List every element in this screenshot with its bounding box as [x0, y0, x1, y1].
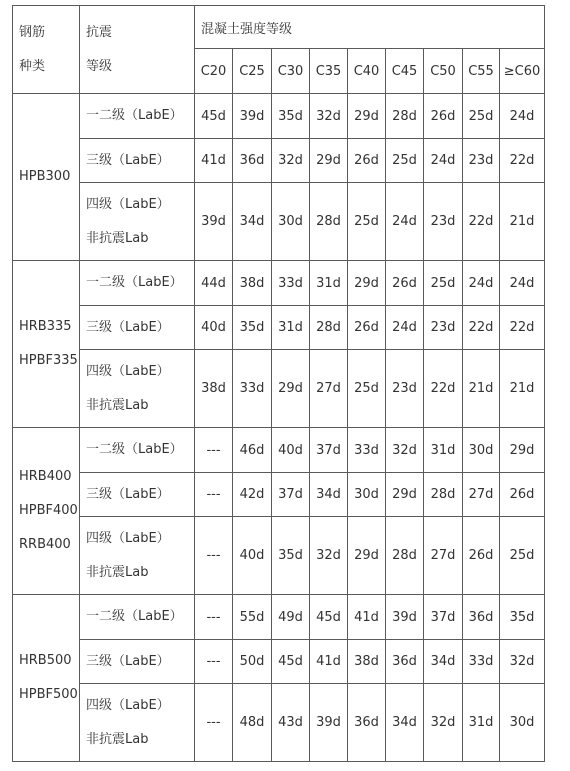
anchorage-value-cell: 26d: [348, 306, 386, 350]
seismic-level-label: 四级（LabE）: [86, 363, 170, 379]
anchorage-value-cell: 29d: [348, 517, 386, 595]
grade-header-cell: C50: [424, 49, 463, 94]
seismic-level-label: 非抗震Lab: [86, 397, 149, 413]
anchorage-value-cell: 34d: [233, 183, 272, 261]
anchorage-value-cell: 41d: [348, 595, 386, 640]
table-body: [13, 6, 545, 762]
anchorage-value-cell: 25d: [386, 139, 424, 183]
seismic-level-cell: [80, 350, 195, 428]
anchorage-value-cell: 28d: [310, 306, 348, 350]
anchorage-value-cell: 32d: [272, 139, 310, 183]
anchorage-value-cell: 43d: [272, 684, 310, 762]
anchorage-value-cell: 21d: [500, 350, 545, 428]
table-row: [13, 428, 545, 473]
anchorage-value-cell: 44d: [195, 261, 233, 306]
anchorage-value-cell: 40d: [233, 517, 272, 595]
anchorage-value-cell: 23d: [424, 183, 463, 261]
table-row: [13, 684, 545, 762]
anchorage-value-cell: 34d: [310, 473, 348, 517]
anchorage-value-cell: 30d: [500, 684, 545, 762]
anchorage-value-cell: 26d: [463, 517, 500, 595]
anchorage-value-cell: ---: [195, 517, 233, 595]
seismic-level-label: 三级（LabE）: [86, 319, 170, 335]
grade-header-cell: C40: [348, 49, 386, 94]
anchorage-value-cell: 35d: [272, 517, 310, 595]
table-row: [13, 306, 545, 350]
seismic-level-label: 一二级（LabE）: [86, 442, 183, 457]
anchorage-value-cell: 32d: [310, 517, 348, 595]
anchorage-value-cell: 24d: [386, 183, 424, 261]
anchorage-value-cell: 21d: [463, 350, 500, 428]
table-row: [13, 350, 545, 428]
anchorage-value-cell: 31d: [463, 684, 500, 762]
anchorage-value-cell: 50d: [233, 640, 272, 684]
steel-type-cell: [13, 595, 80, 762]
anchorage-value-cell: 37d: [424, 595, 463, 640]
anchorage-value-cell: 28d: [424, 473, 463, 517]
anchorage-value-cell: ---: [195, 595, 233, 640]
steel-type-label: HPBF500: [19, 687, 78, 702]
seismic-level-label: 四级（LabE）: [86, 697, 170, 713]
anchorage-value-cell: 29d: [272, 350, 310, 428]
anchorage-value-cell: 46d: [233, 428, 272, 473]
anchorage-value-cell: 25d: [348, 350, 386, 428]
anchorage-value-cell: ---: [195, 473, 233, 517]
header-concrete-grade: 混凝土强度等级: [195, 6, 545, 49]
steel-type-cell: [13, 261, 80, 428]
header-seismic-line2: 等级: [86, 58, 113, 74]
steel-type-label: HRB500: [19, 653, 72, 668]
anchorage-value-cell: 36d: [348, 684, 386, 762]
anchorage-value-cell: 45d: [310, 595, 348, 640]
anchorage-value-cell: 34d: [386, 684, 424, 762]
anchorage-value-cell: 40d: [272, 428, 310, 473]
seismic-level-label: 一二级（LabE）: [86, 609, 183, 624]
anchorage-value-cell: 48d: [233, 684, 272, 762]
anchorage-value-cell: 27d: [463, 473, 500, 517]
anchorage-value-cell: 39d: [310, 684, 348, 762]
anchorage-value-cell: ---: [195, 684, 233, 762]
anchorage-value-cell: 28d: [386, 517, 424, 595]
anchorage-value-cell: 26d: [500, 473, 545, 517]
header-steel-type-line2: 种类: [19, 58, 46, 74]
anchorage-value-cell: 36d: [386, 640, 424, 684]
seismic-level-label: 一二级（LabE）: [86, 108, 183, 123]
seismic-level-label: 非抗震Lab: [86, 230, 149, 246]
seismic-level-label: 三级（LabE）: [86, 152, 170, 168]
anchorage-value-cell: 22d: [500, 306, 545, 350]
steel-type-label: HPB300: [19, 169, 71, 184]
anchorage-value-cell: 29d: [500, 428, 545, 473]
anchorage-value-cell: 38d: [348, 640, 386, 684]
anchorage-value-cell: 55d: [233, 595, 272, 640]
anchorage-value-cell: 21d: [500, 183, 545, 261]
seismic-level-cell: [80, 261, 195, 306]
anchorage-value-cell: 29d: [386, 473, 424, 517]
anchorage-value-cell: 37d: [272, 473, 310, 517]
anchorage-value-cell: 24d: [500, 261, 545, 306]
anchorage-value-cell: 39d: [195, 183, 233, 261]
anchorage-value-cell: 25d: [348, 183, 386, 261]
steel-type-label: HPBF400: [19, 503, 78, 518]
grade-header-cell: C20: [195, 49, 233, 94]
steel-type-cell: [13, 428, 80, 595]
header-row-1: [13, 6, 545, 49]
seismic-level-cell: [80, 640, 195, 684]
header-seismic-level: [80, 6, 195, 94]
anchorage-value-cell: 35d: [500, 595, 545, 640]
table-row: [13, 517, 545, 595]
anchorage-value-cell: 34d: [424, 640, 463, 684]
anchorage-value-cell: 27d: [424, 517, 463, 595]
seismic-level-cell: [80, 183, 195, 261]
anchorage-value-cell: 32d: [386, 428, 424, 473]
seismic-level-label: 四级（LabE）: [86, 530, 170, 546]
grade-header-cell: C35: [310, 49, 348, 94]
anchorage-value-cell: 24d: [500, 94, 545, 139]
seismic-level-cell: [80, 306, 195, 350]
anchorage-value-cell: 41d: [310, 640, 348, 684]
grade-header-cell: C30: [272, 49, 310, 94]
anchorage-value-cell: 30d: [272, 183, 310, 261]
anchorage-value-cell: 32d: [310, 94, 348, 139]
anchorage-value-cell: 35d: [272, 94, 310, 139]
anchorage-length-table: [12, 5, 545, 762]
grade-header-cell: C55: [463, 49, 500, 94]
anchorage-value-cell: 45d: [272, 640, 310, 684]
anchorage-value-cell: 23d: [463, 139, 500, 183]
anchorage-value-cell: 27d: [310, 350, 348, 428]
anchorage-value-cell: 42d: [233, 473, 272, 517]
anchorage-value-cell: 39d: [233, 94, 272, 139]
anchorage-value-cell: 22d: [500, 139, 545, 183]
anchorage-value-cell: 29d: [348, 94, 386, 139]
anchorage-value-cell: 33d: [233, 350, 272, 428]
anchorage-value-cell: 33d: [463, 640, 500, 684]
anchorage-value-cell: 32d: [424, 684, 463, 762]
seismic-level-cell: [80, 473, 195, 517]
anchorage-value-cell: 22d: [424, 350, 463, 428]
anchorage-value-cell: 38d: [195, 350, 233, 428]
anchorage-value-cell: 39d: [386, 595, 424, 640]
anchorage-value-cell: 26d: [386, 261, 424, 306]
anchorage-value-cell: ---: [195, 428, 233, 473]
seismic-level-label: 非抗震Lab: [86, 564, 149, 580]
anchorage-value-cell: 25d: [424, 261, 463, 306]
anchorage-value-cell: 23d: [424, 306, 463, 350]
seismic-level-label: 三级（LabE）: [86, 486, 170, 502]
seismic-level-label: 一二级（LabE）: [86, 275, 183, 290]
table-row: [13, 473, 545, 517]
anchorage-value-cell: 26d: [348, 139, 386, 183]
table-row: [13, 183, 545, 261]
anchorage-value-cell: 22d: [463, 183, 500, 261]
steel-type-label: HRB400: [19, 469, 72, 484]
anchorage-value-cell: 40d: [195, 306, 233, 350]
seismic-level-label: 四级（LabE）: [86, 196, 170, 212]
anchorage-value-cell: 31d: [424, 428, 463, 473]
grade-header-cell: C25: [233, 49, 272, 94]
steel-type-label: HPBF335: [19, 353, 78, 368]
anchorage-value-cell: 23d: [386, 350, 424, 428]
table-row: [13, 640, 545, 684]
header-steel-type: [13, 6, 80, 94]
anchorage-value-cell: 35d: [233, 306, 272, 350]
table-row: [13, 261, 545, 306]
anchorage-value-cell: ---: [195, 640, 233, 684]
anchorage-value-cell: 24d: [386, 306, 424, 350]
anchorage-value-cell: 24d: [463, 261, 500, 306]
anchorage-value-cell: 28d: [386, 94, 424, 139]
anchorage-value-cell: 32d: [500, 640, 545, 684]
anchorage-value-cell: 25d: [500, 517, 545, 595]
header-seismic-line1: 抗震: [86, 24, 113, 40]
anchorage-value-cell: 24d: [424, 139, 463, 183]
seismic-level-label: 非抗震Lab: [86, 731, 149, 747]
anchorage-value-cell: 30d: [348, 473, 386, 517]
seismic-level-label: 三级（LabE）: [86, 653, 170, 669]
anchorage-value-cell: 41d: [195, 139, 233, 183]
seismic-level-cell: [80, 139, 195, 183]
anchorage-value-cell: 33d: [348, 428, 386, 473]
anchorage-value-cell: 38d: [233, 261, 272, 306]
steel-type-cell: [13, 94, 80, 261]
anchorage-value-cell: 30d: [463, 428, 500, 473]
seismic-level-cell: [80, 517, 195, 595]
table-row: [13, 139, 545, 183]
steel-type-label: RRB400: [19, 537, 71, 552]
anchorage-value-cell: 28d: [310, 183, 348, 261]
table-row: [13, 595, 545, 640]
seismic-level-cell: [80, 94, 195, 139]
steel-type-label: HRB335: [19, 319, 72, 334]
anchorage-value-cell: 31d: [310, 261, 348, 306]
anchorage-value-cell: 29d: [310, 139, 348, 183]
anchorage-value-cell: 26d: [424, 94, 463, 139]
anchorage-value-cell: 36d: [463, 595, 500, 640]
anchorage-value-cell: 37d: [310, 428, 348, 473]
anchorage-value-cell: 29d: [348, 261, 386, 306]
seismic-level-cell: [80, 684, 195, 762]
anchorage-value-cell: 33d: [272, 261, 310, 306]
anchorage-value-cell: 22d: [463, 306, 500, 350]
anchorage-value-cell: 45d: [195, 94, 233, 139]
header-steel-type-line1: 钢筋: [19, 24, 46, 40]
grade-header-cell: ≥C60: [500, 49, 545, 94]
anchorage-value-cell: 31d: [272, 306, 310, 350]
grade-header-cell: C45: [386, 49, 424, 94]
seismic-level-cell: [80, 595, 195, 640]
table-row: [13, 94, 545, 139]
anchorage-value-cell: 36d: [233, 139, 272, 183]
seismic-level-cell: [80, 428, 195, 473]
anchorage-value-cell: 25d: [463, 94, 500, 139]
anchorage-value-cell: 49d: [272, 595, 310, 640]
